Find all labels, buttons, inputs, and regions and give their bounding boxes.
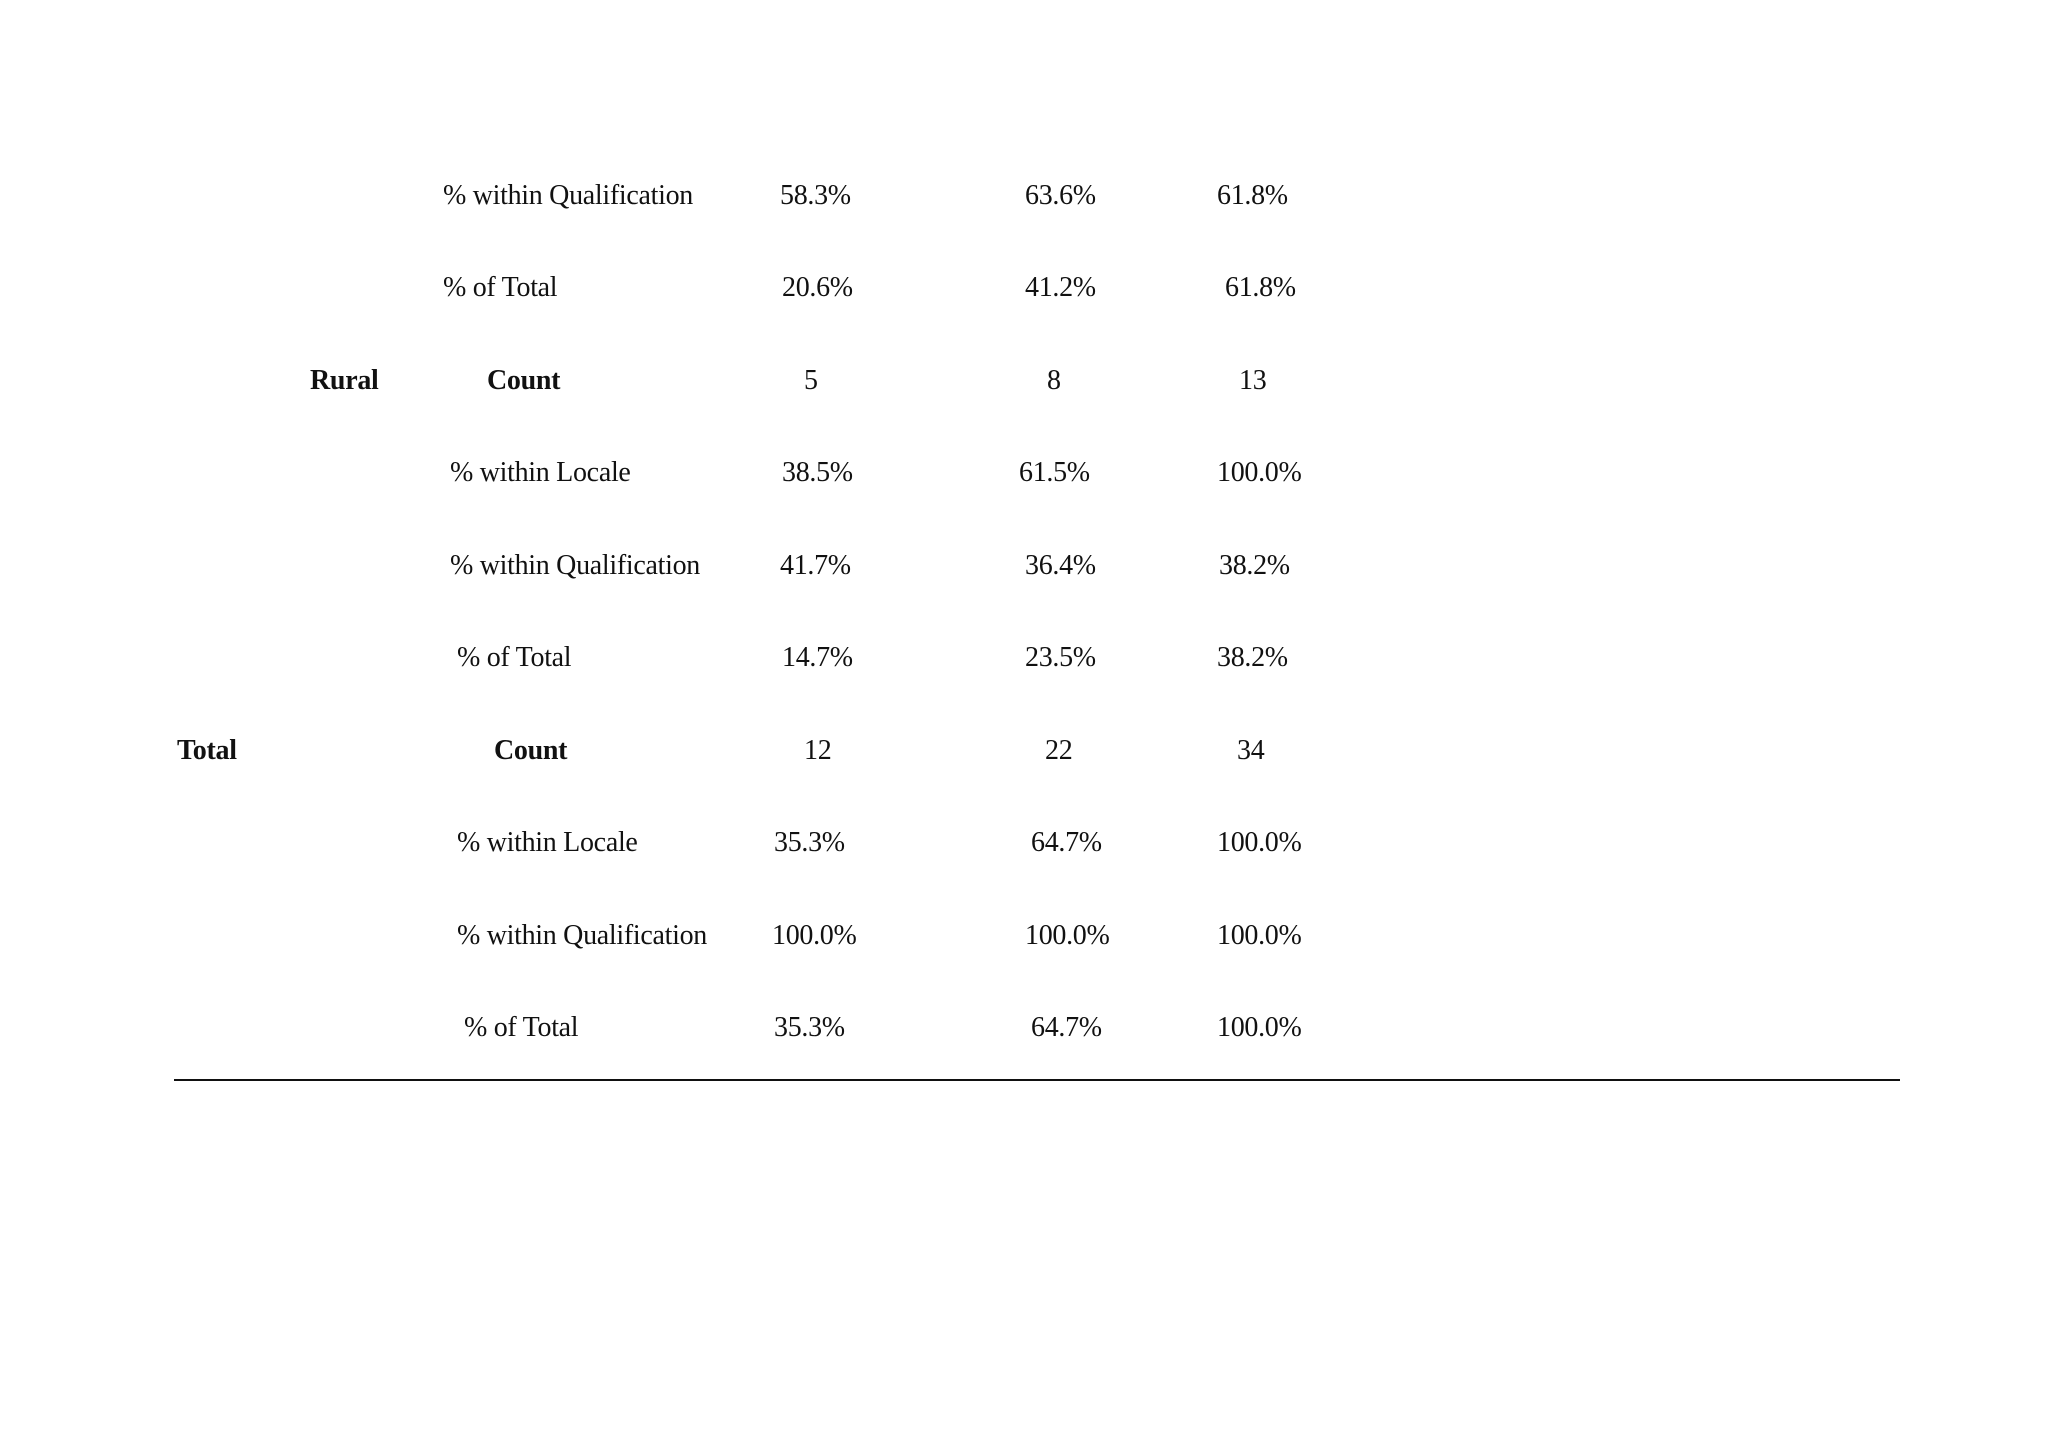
table-row — [0, 546, 2048, 586]
stat-label: Count — [487, 365, 561, 396]
value-col-1: 14.7% — [782, 642, 853, 673]
value-col-2: 36.4% — [1025, 550, 1096, 581]
value-col-1: 58.3% — [780, 180, 851, 211]
value-total-col: 38.2% — [1219, 550, 1290, 581]
value-col-1: 5 — [804, 365, 818, 396]
value-total-col: 38.2% — [1217, 642, 1288, 673]
row-group-label-total: Total — [177, 735, 237, 766]
stat-label: % within Locale — [457, 827, 638, 858]
value-total-col: 61.8% — [1225, 272, 1296, 303]
table-row — [0, 453, 2048, 493]
stat-label: % of Total — [443, 272, 558, 303]
value-total-col: 100.0% — [1217, 920, 1302, 951]
value-total-col: 100.0% — [1217, 457, 1302, 488]
value-col-2: 22 — [1045, 735, 1073, 766]
table-row — [0, 638, 2048, 678]
value-total-col: 61.8% — [1217, 180, 1288, 211]
value-col-1: 20.6% — [782, 272, 853, 303]
value-col-1: 35.3% — [774, 1012, 845, 1043]
value-total-col: 13 — [1239, 365, 1267, 396]
table-row — [0, 916, 2048, 956]
value-col-2: 64.7% — [1031, 1012, 1102, 1043]
table-row — [0, 268, 2048, 308]
table-row — [0, 731, 2048, 771]
value-total-col: 100.0% — [1217, 827, 1302, 858]
stat-label: % within Qualification — [450, 550, 701, 581]
value-col-2: 64.7% — [1031, 827, 1102, 858]
value-col-1: 41.7% — [780, 550, 851, 581]
value-col-2: 100.0% — [1025, 920, 1110, 951]
stat-label: Count — [494, 735, 568, 766]
value-col-1: 100.0% — [772, 920, 857, 951]
stat-label: % within Locale — [450, 457, 631, 488]
value-total-col: 100.0% — [1217, 1012, 1302, 1043]
stat-label: % within Qualification — [457, 920, 708, 951]
stat-label: % of Total — [464, 1012, 579, 1043]
table-row — [0, 823, 2048, 863]
table-row — [0, 1008, 2048, 1048]
table-bottom-rule — [174, 1079, 1900, 1081]
value-col-2: 63.6% — [1025, 180, 1096, 211]
row-group-label-rural: Rural — [310, 365, 379, 396]
stat-label: % within Qualification — [443, 180, 694, 211]
value-col-2: 61.5% — [1019, 457, 1090, 488]
table-row — [0, 361, 2048, 401]
value-col-1: 12 — [804, 735, 832, 766]
value-col-2: 23.5% — [1025, 642, 1096, 673]
stat-label: % of Total — [457, 642, 572, 673]
value-col-2: 41.2% — [1025, 272, 1096, 303]
value-col-1: 35.3% — [774, 827, 845, 858]
value-total-col: 34 — [1237, 735, 1265, 766]
value-col-2: 8 — [1047, 365, 1061, 396]
table-row — [0, 176, 2048, 216]
value-col-1: 38.5% — [782, 457, 853, 488]
